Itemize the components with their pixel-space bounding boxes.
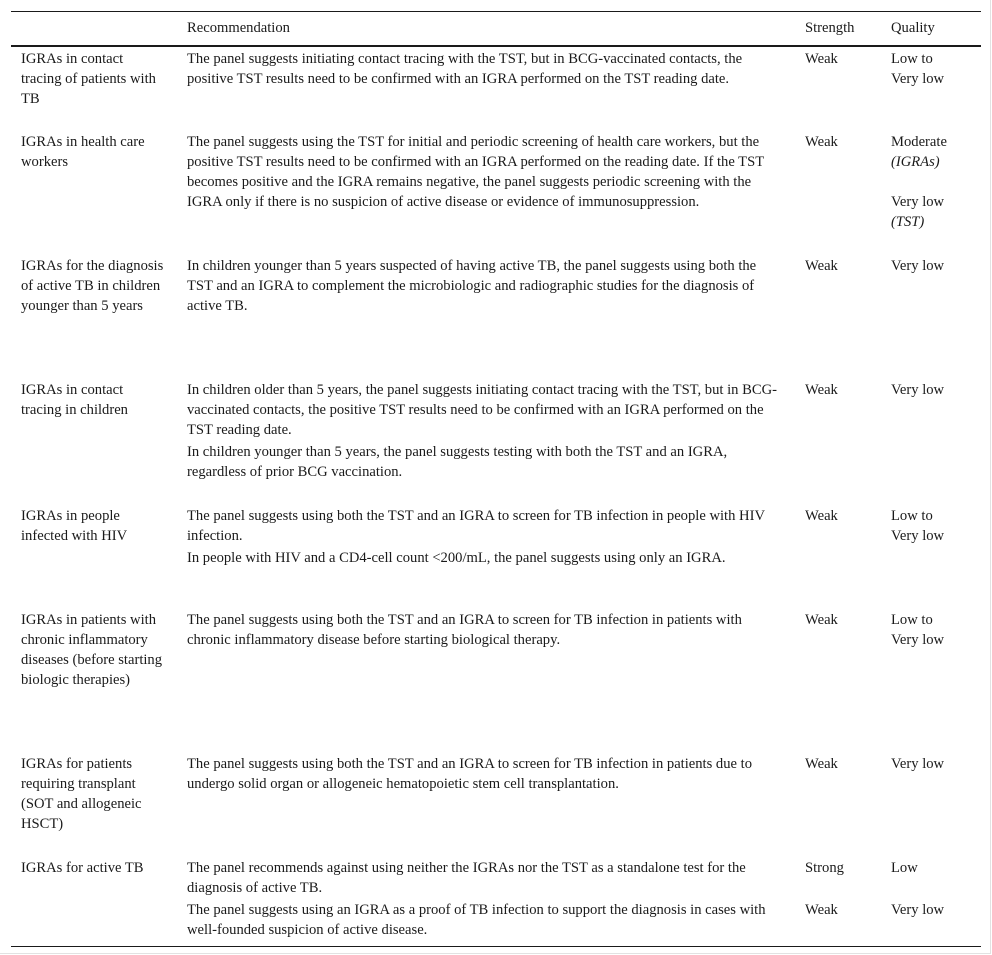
quality-cell xyxy=(881,46,981,130)
quality-cell xyxy=(881,504,981,608)
header-quality: Quality xyxy=(891,20,935,36)
recommendations-table xyxy=(11,11,981,947)
table-row xyxy=(11,608,981,752)
table-row xyxy=(11,856,981,947)
recommendation-cell xyxy=(177,378,795,504)
table-row xyxy=(11,254,981,378)
recommendation-cell xyxy=(177,504,795,608)
table-row xyxy=(11,378,981,504)
recommendation-cell xyxy=(177,752,795,856)
header-recommendation: Recommendation xyxy=(187,20,290,36)
topic-cell: IGRAs in contact tracing of patients with TB xyxy=(21,51,156,107)
quality-value: Low xyxy=(891,860,918,876)
topic-cell: IGRAs in health care workers xyxy=(21,134,145,170)
recommendation-text: The panel suggests using both the TST and an IGRA to screen for TB infection in people with HIV infection. xyxy=(187,508,765,544)
quality-value: Low to Very low xyxy=(891,51,945,87)
strength-cell xyxy=(795,752,881,856)
recommendation-text: In children younger than 5 years, the panel suggests testing with both the TST and an IGRA, regardless of prior BCG vaccination. xyxy=(187,444,728,480)
header-strength: Strength xyxy=(805,20,855,36)
strength-cell xyxy=(795,254,881,378)
strength-cell xyxy=(795,130,881,254)
recommendation-cell xyxy=(177,608,795,752)
quality-value: Very low xyxy=(891,756,945,772)
quality-cell xyxy=(881,856,981,947)
header-topic xyxy=(11,12,177,47)
strength-value: Weak xyxy=(805,258,838,274)
strength-cell xyxy=(795,46,881,130)
table-row xyxy=(11,130,981,254)
strength-cell xyxy=(795,856,881,947)
quality-cell xyxy=(881,752,981,856)
strength-value: Weak xyxy=(805,382,838,398)
strength-value: Weak xyxy=(805,51,838,67)
topic-cell: IGRAs in contact tracing in children xyxy=(21,382,128,418)
quality-value: Low to Very low xyxy=(891,612,945,648)
recommendation-text: The panel suggests using both the TST and an IGRA to screen for TB infection in patients with chronic inflammatory disease before starting biological therapy. xyxy=(187,612,742,648)
table-row xyxy=(11,752,981,856)
recommendation-text: The panel suggests using both the TST and an IGRA to screen for TB infection in patients due to undergo solid organ or allogeneic hematopoietic stem cell transplantation. xyxy=(187,756,753,792)
topic-cell: IGRAs for the diagnosis of active TB in children younger than 5 years xyxy=(21,258,164,314)
table-row xyxy=(11,504,981,608)
quality-value: Very low xyxy=(891,194,945,210)
recommendation-text: The panel suggests using an IGRA as a proof of TB infection to support the diagnosis in cases with well-founded suspicion of active disease. xyxy=(187,902,766,938)
strength-cell xyxy=(795,504,881,608)
topic-cell: IGRAs in patients with chronic inflammatory diseases (before starting biologic therapies) xyxy=(21,612,163,688)
quality-cell xyxy=(881,378,981,504)
topic-cell: IGRAs in people infected with HIV xyxy=(21,508,128,544)
recommendation-cell xyxy=(177,46,795,130)
quality-cell xyxy=(881,130,981,254)
quality-value: Very low xyxy=(891,382,945,398)
recommendation-text: The panel suggests using the TST for initial and periodic screening of health care workers, but the positive TST results need to be confirmed with an IGRA performed on the reading date. If the TST becomes positive and the IGRA remains negative, the panel suggests periodic screening with the IGRA only if there is no suspicion of active disease or evidence of immunosuppression. xyxy=(187,134,764,210)
quality-cell xyxy=(881,254,981,378)
recommendation-text: In children older than 5 years, the panel suggests initiating contact tracing with the TST, but in BCG-vaccinated contacts, the positive TST results need to be confirmed with an IGRA performed on the TST reading date. xyxy=(187,382,777,438)
quality-value: Very low xyxy=(891,902,945,918)
recommendation-text: In people with HIV and a CD4-cell count <200/mL, the panel suggests using only an IGRA. xyxy=(187,550,726,566)
recommendation-text: In children younger than 5 years suspected of having active TB, the panel suggests using both the TST and an IGRA to complement the microbiologic and radiographic studies for the diagnosis of active TB. xyxy=(187,258,757,314)
strength-cell xyxy=(795,378,881,504)
quality-value: Moderate xyxy=(891,134,947,150)
table-header-row xyxy=(11,12,981,47)
recommendation-cell xyxy=(177,856,795,947)
quality-cell xyxy=(881,608,981,752)
strength-value: Weak xyxy=(805,134,838,150)
quality-basis: (IGRAs) xyxy=(891,154,940,170)
strength-value: Weak xyxy=(805,756,838,772)
strength-value: Weak xyxy=(805,612,838,628)
strength-cell xyxy=(795,608,881,752)
quality-basis: (TST) xyxy=(891,214,925,230)
strength-value: Weak xyxy=(805,902,838,918)
strength-value: Strong xyxy=(805,860,844,876)
recommendation-text: The panel suggests initiating contact tracing with the TST, but in BCG-vaccinated contacts, the positive TST results need to be confirmed with an IGRA performed on the TST reading date. xyxy=(187,51,743,87)
strength-value: Weak xyxy=(805,508,838,524)
topic-cell: IGRAs for active TB xyxy=(21,860,144,876)
recommendation-cell xyxy=(177,130,795,254)
topic-cell: IGRAs for patients requiring transplant (SOT and allogeneic HSCT) xyxy=(21,756,142,832)
table-row xyxy=(11,46,981,130)
quality-value: Very low xyxy=(891,258,945,274)
recommendation-text: The panel recommends against using neither the IGRAs nor the TST as a standalone test for the diagnosis of active TB. xyxy=(187,860,746,896)
quality-value: Low to Very low xyxy=(891,508,945,544)
recommendation-cell xyxy=(177,254,795,378)
